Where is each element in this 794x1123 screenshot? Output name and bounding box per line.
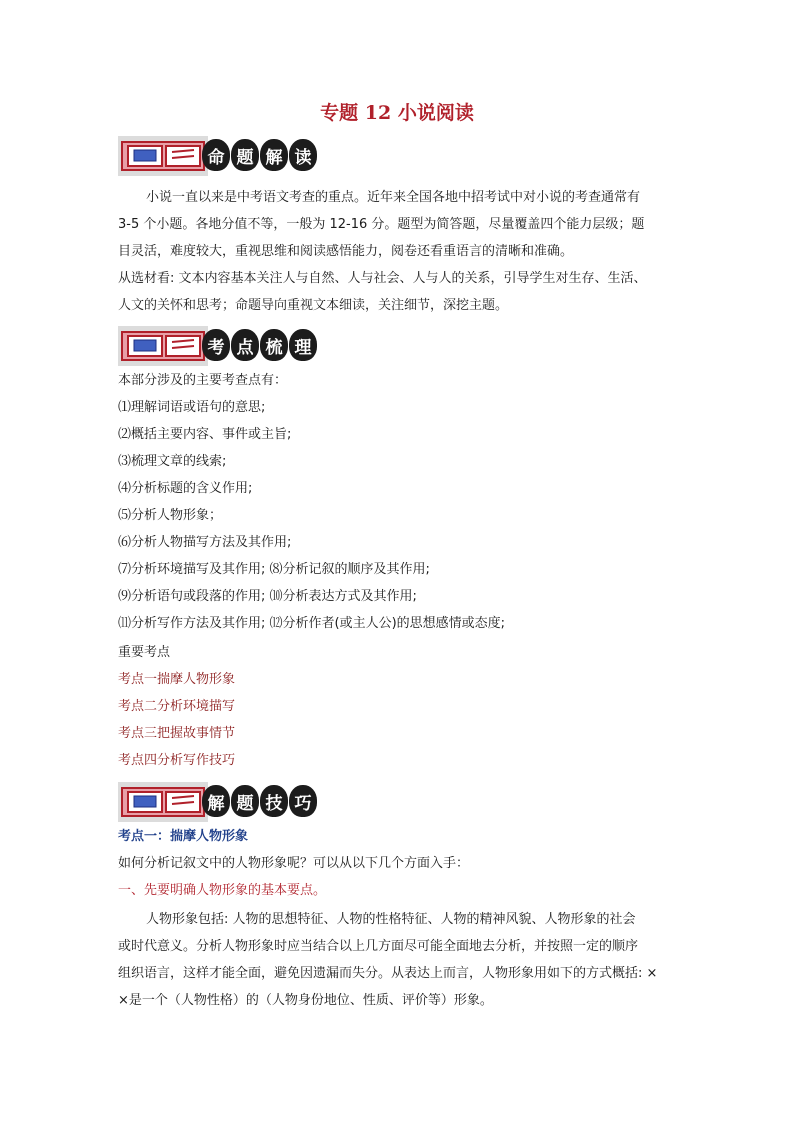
list-item: ⑹分析人物描写方法及其作用;	[118, 535, 292, 550]
header-char: 解	[202, 785, 230, 817]
paragraph-line: 人物形象包括: 人物的思想特征、人物的性格特征、人物的精神风貌、人物形象的社会	[146, 912, 636, 927]
list-item: ⑵概括主要内容、事件或主旨;	[118, 427, 292, 442]
key-point-item: 考点一揣摩人物形象	[118, 672, 236, 687]
paragraph-line: 小说一直以来是中考语文考查的重点。近年来全国各地中招考试中对小说的考查通常有	[146, 190, 641, 205]
header-char: 题	[231, 785, 259, 817]
key-points-label: 重要考点	[118, 645, 171, 660]
header-char: 理	[289, 329, 317, 361]
header-char: 命	[202, 139, 230, 171]
header-char: 梳	[260, 329, 288, 361]
paragraph-line: 或时代意义。分析人物形象时应当结合以上几方面尽可能全面地去分析，并按照一定的顺序	[118, 939, 639, 954]
key-point-item: 考点三把握故事情节	[118, 726, 236, 741]
paragraph-line: 本部分涉及的主要考查点有：	[118, 373, 288, 388]
paragraph-line: 如何分析记叙文中的人物形象呢？可以从以下几个方面入手：	[118, 856, 470, 871]
paragraph-line: 组织语言，这样才能全面，避免因遗漏而失分。从表达上而言，人物形象用如下的方式概括: ×	[118, 966, 658, 981]
point-heading: 一、先要明确人物形象的基本要点。	[118, 883, 327, 898]
book-icon	[118, 326, 208, 366]
header-char: 考	[202, 329, 230, 361]
book-icon	[118, 136, 208, 176]
list-item: ⑴理解词语或语句的意思;	[118, 400, 266, 415]
header-char: 解	[260, 139, 288, 171]
header-char: 巧	[289, 785, 317, 817]
list-item: ⑷分析标题的含义作用;	[118, 481, 253, 496]
paragraph-line: 人文的关怀和思考；命题导向重视文本细读，关注细节，深挖主题。	[118, 298, 509, 313]
section-header-mingti-jiedu	[118, 136, 312, 176]
book-icon	[118, 782, 208, 822]
paragraph-line: ×是一个（人物性格）的（人物身份地位、性质、评价等）形象。	[118, 993, 493, 1008]
list-item: ⑾分析写作方法及其作用; ⑿分析作者(或主人公)的思想感情或态度;	[118, 616, 506, 631]
header-char: 读	[289, 139, 317, 171]
header-char: 题	[231, 139, 259, 171]
section-header-kaodian-shuli	[118, 326, 312, 366]
paragraph-line: 3-5 个小题。各地分值不等，一般为 12-16 分。题型为简答题，尽量覆盖四个能力层级；题	[118, 217, 645, 232]
page-title: 专题 12 小说阅读	[320, 102, 474, 124]
section-header-jieti-jiqiao	[118, 782, 312, 822]
paragraph-line: 从选材看: 文本内容基本关注人与自然、人与社会、人与人的关系，引导学生对生存、生活、	[118, 271, 647, 286]
key-point-item: 考点四分析写作技巧	[118, 753, 236, 768]
list-item: ⑶梳理文章的线索;	[118, 454, 227, 469]
list-item: ⑺分析环境描写及其作用; ⑻分析记叙的顺序及其作用;	[118, 562, 430, 577]
header-char: 技	[260, 785, 288, 817]
list-item: ⑸分析人物形象；	[118, 508, 223, 523]
list-item: ⑼分析语句或段落的作用; ⑽分析表达方式及其作用;	[118, 589, 417, 604]
paragraph-line: 目灵活，难度较大，重视思维和阅读感悟能力，阅卷还看重语言的清晰和准确。	[118, 244, 574, 259]
subsection-heading: 考点一：揣摩人物形象	[118, 829, 249, 844]
key-point-item: 考点二分析环境描写	[118, 699, 236, 714]
header-char: 点	[231, 329, 259, 361]
